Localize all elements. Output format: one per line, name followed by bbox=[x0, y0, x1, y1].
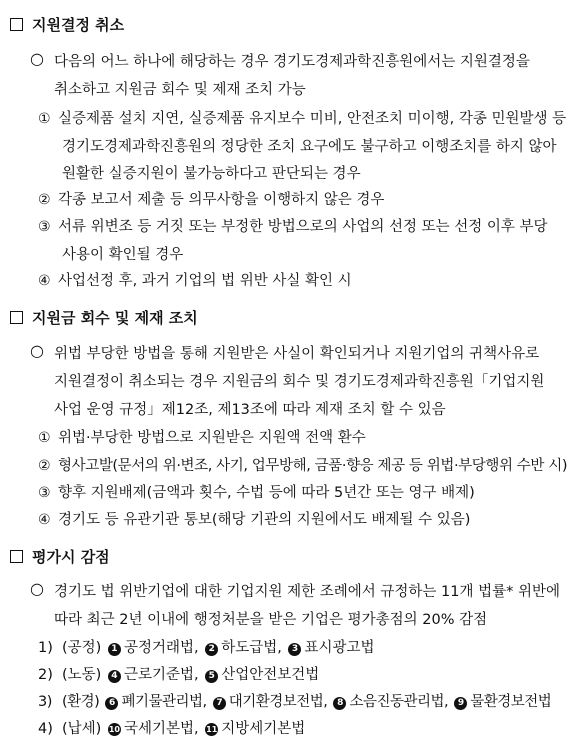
numbered-bullet-icon: 1 bbox=[108, 643, 121, 656]
law-category-tax: 4) (납세) 10 국세기본법, 11 지방세기본법 bbox=[38, 721, 306, 737]
s1-item-4: ④ 사업선정 후, 과거 기업의 법 위반 사실 확인 시 bbox=[38, 273, 352, 289]
numbered-bullet-icon: 2 bbox=[205, 643, 218, 656]
s2-intro-line: 지원결정이 취소되는 경우 지원금의 회수 및 경기도경제과학진흥원「기업지원 bbox=[54, 374, 545, 390]
numbered-bullet-icon: 10 bbox=[108, 725, 120, 734]
law-category-labor: 2) (노동) 4 근로기준법, 5 산업안전보건법 bbox=[38, 667, 320, 683]
s2-item-2: ② 형사고발(문서의 위·변조, 사기, 업무방해, 금품·향응 제공 등 위법·부당행위 수반 시) bbox=[38, 458, 568, 474]
square-bullet-icon bbox=[10, 311, 23, 324]
circle-bullet-icon: ○ bbox=[30, 49, 44, 68]
circle-bullet-icon: ○ bbox=[30, 579, 44, 598]
square-bullet-icon bbox=[10, 18, 23, 31]
s1-item-1: ① 실증제품 설치 지연, 실증제품 유지보수 미비, 안전조치 미이행, 각종 민원발생 등 bbox=[38, 111, 567, 127]
numbered-bullet-icon: 9 bbox=[454, 697, 467, 710]
section-heading-2: 지원금 회수 및 제재 조치 bbox=[10, 307, 198, 328]
s1-item-1-cont: 원활한 실증지원이 불가능하다고 판단되는 경우 bbox=[62, 166, 361, 182]
numbered-bullet-icon: 5 bbox=[205, 670, 218, 683]
numbered-bullet-icon: 11 bbox=[206, 725, 218, 734]
circle-bullet-icon: ○ bbox=[30, 341, 44, 360]
law-category-fair: 1) (공정) 1 공정거래법, 2 하도급법, 3 표시광고법 bbox=[38, 640, 375, 656]
square-bullet-icon bbox=[10, 550, 23, 563]
numbered-bullet-icon: 7 bbox=[213, 697, 226, 710]
s1-intro-line: 취소하고 지원금 회수 및 제재 조치 가능 bbox=[54, 82, 306, 98]
s2-intro-line: 위법 부당한 방법을 통해 지원받은 사실이 확인되거나 지원기업의 귀책사유로 bbox=[54, 346, 540, 362]
s3-intro-line: 경기도 법 위반기업에 대한 기업지원 제한 조례에서 규정하는 11개 법률* 위반에 bbox=[54, 584, 561, 600]
s1-item-3-cont: 사용이 확인될 경우 bbox=[62, 247, 184, 263]
s2-item-4: ④ 경기도 등 유관기관 통보(해당 기관의 지원에서도 배제될 수 있음) bbox=[38, 512, 471, 528]
numbered-bullet-icon: 4 bbox=[108, 670, 121, 683]
s2-item-3: ③ 향후 지원배제(금액과 횟수, 수법 등에 따라 5년간 또는 영구 배제) bbox=[38, 485, 475, 501]
numbered-bullet-icon: 8 bbox=[333, 697, 346, 710]
s1-item-1-cont: 경기도경제과학진흥원의 정당한 조치 요구에도 불구하고 이행조치를 하지 않아 bbox=[62, 139, 557, 155]
s1-item-2: ② 각종 보고서 제출 등 의무사항을 이행하지 않은 경우 bbox=[38, 192, 385, 208]
law-category-environment: 3) (환경) 6 폐기물관리법, 7 대기환경보전법, 8 소음진동관리법, 9 물환경보전법 bbox=[38, 694, 552, 710]
section-heading-1: 지원결정 취소 bbox=[10, 14, 124, 35]
s1-item-3: ③ 서류 위변조 등 거짓 또는 부정한 방법으로의 사업의 선정 또는 선정 이후 부당 bbox=[38, 219, 548, 235]
numbered-bullet-icon: 6 bbox=[105, 697, 118, 710]
s2-intro-line: 사업 운영 규정」제12조, 제13조에 따라 제재 조치 할 수 있음 bbox=[54, 402, 446, 418]
section-heading-3: 평가시 감점 bbox=[10, 546, 110, 567]
numbered-bullet-icon: 3 bbox=[288, 643, 301, 656]
s2-item-1: ① 위법·부당한 방법으로 지원받은 지원액 전액 환수 bbox=[38, 430, 366, 446]
s3-intro-line: 따라 최근 2년 이내에 행정처분을 받은 기업은 평가총점의 20% 감점 bbox=[54, 612, 488, 628]
s1-intro-line: 다음의 어느 하나에 해당하는 경우 경기도경제과학진흥원에서는 지원결정을 bbox=[54, 54, 530, 70]
